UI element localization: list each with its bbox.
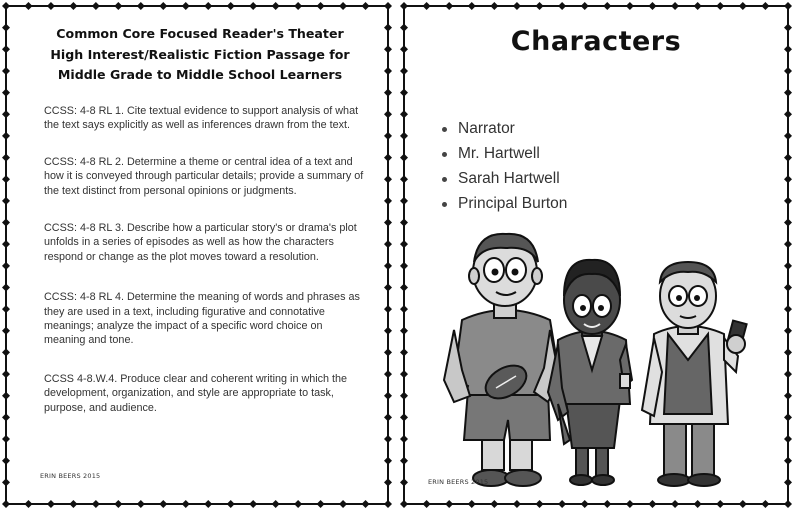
border-diamond xyxy=(159,500,167,508)
border-diamond xyxy=(384,500,392,508)
character-item: Principal Burton xyxy=(442,191,567,216)
author-credit: ERIN BEERS 2015 xyxy=(40,472,101,480)
border-diamond xyxy=(339,500,347,508)
border-diamond xyxy=(137,2,145,10)
border-diamond xyxy=(384,457,392,465)
border-diamond xyxy=(114,2,122,10)
border-diamond xyxy=(249,2,257,10)
border-diamond xyxy=(384,45,392,53)
border-diamond xyxy=(384,132,392,140)
border-diamond xyxy=(24,500,32,508)
border-diamond xyxy=(2,327,10,335)
character-item: Mr. Hartwell xyxy=(442,141,567,166)
man-with-football-figure xyxy=(444,234,560,486)
header-line: Common Core Focused Reader's Theater xyxy=(56,26,344,41)
character-item: Sarah Hartwell xyxy=(442,166,567,191)
border-diamond xyxy=(2,262,10,270)
standard-item: CCSS: 4-8 RL 1. Cite textual evidence to support analysis of what the text says explicitly as well as inferences drawn from the text. xyxy=(44,105,359,132)
border-diamond xyxy=(294,500,302,508)
border-diamond xyxy=(317,500,325,508)
border-diamond xyxy=(2,45,10,53)
border-diamond xyxy=(2,413,10,421)
border-diamond xyxy=(2,392,10,400)
border-diamond xyxy=(227,500,235,508)
border-diamond xyxy=(384,110,392,118)
border-diamond xyxy=(2,305,10,313)
border-diamond xyxy=(384,2,392,10)
border-diamond xyxy=(2,110,10,118)
border-diamond xyxy=(2,24,10,32)
border-diamond xyxy=(384,348,392,356)
border-diamond xyxy=(384,154,392,162)
border-diamond xyxy=(249,500,257,508)
border-diamond xyxy=(92,500,100,508)
border-diamond xyxy=(69,500,77,508)
border-diamond xyxy=(2,370,10,378)
standard-item: CCSS: 4-8 RL 4. Determine the meaning of words and phrases as they are used in a text, including figurative and connotative meanings; analyze the impact of a specific word choice on meaning and tone. xyxy=(44,291,360,347)
standard-item: CCSS: 4-8 RL 3. Describe how a particular story's or drama's plot unfolds in a series of episodes as well as how the characters respond or change as the plot moves toward a resolution. xyxy=(44,222,357,263)
border-diamond xyxy=(92,2,100,10)
border-diamond xyxy=(362,2,370,10)
woman-figure xyxy=(548,260,632,485)
page-title: Characters xyxy=(510,26,682,57)
right-page xyxy=(398,0,794,510)
border-diamond xyxy=(24,2,32,10)
border-diamond xyxy=(384,283,392,291)
border-diamond xyxy=(384,175,392,183)
border-diamond xyxy=(2,240,10,248)
border-diamond xyxy=(384,262,392,270)
border-diamond xyxy=(69,2,77,10)
border-diamond xyxy=(384,197,392,205)
border-diamond xyxy=(384,219,392,227)
header-line: High Interest/Realistic Fiction Passage for xyxy=(50,46,350,62)
border-diamond xyxy=(114,500,122,508)
border-diamond xyxy=(2,154,10,162)
characters-illustration xyxy=(398,0,794,510)
border-diamond xyxy=(2,348,10,356)
border-diamond xyxy=(339,2,347,10)
border-diamond xyxy=(384,435,392,443)
border-diamond xyxy=(2,67,10,75)
border-diamond xyxy=(2,175,10,183)
border-diamond xyxy=(2,132,10,140)
border-diamond xyxy=(182,500,190,508)
border-diamond xyxy=(384,24,392,32)
border-diamond xyxy=(2,197,10,205)
standard-item: CCSS: 4-8 RL 2. Determine a theme or central idea of a text and how it is conveyed through particular details; provide a summary of the text distinct from personal opinions or judgments. xyxy=(44,155,364,197)
border-diamond xyxy=(384,392,392,400)
page-header xyxy=(40,24,360,86)
standard-item: CCSS 4-8.W.4. Produce clear and coherent writing in which the development, organization, and style are appropriate to task, purpose, and audience. xyxy=(44,372,348,414)
border-diamond xyxy=(2,2,10,10)
border-diamond xyxy=(384,240,392,248)
border-diamond xyxy=(317,2,325,10)
border-diamond xyxy=(2,435,10,443)
border-diamond xyxy=(384,89,392,97)
border-diamond xyxy=(2,89,10,97)
border-diamond xyxy=(384,478,392,486)
border-diamond xyxy=(294,2,302,10)
standards-list xyxy=(44,104,364,437)
border-diamond xyxy=(2,283,10,291)
header-line: Middle Grade to Middle School Learners xyxy=(57,67,343,82)
border-diamond xyxy=(137,500,145,508)
left-page xyxy=(0,0,394,510)
border-diamond xyxy=(272,500,280,508)
border-diamond xyxy=(182,2,190,10)
border-diamond xyxy=(384,327,392,335)
border-diamond xyxy=(2,478,10,486)
border-diamond xyxy=(384,413,392,421)
border-diamond xyxy=(272,2,280,10)
border-diamond xyxy=(2,219,10,227)
border-diamond xyxy=(384,305,392,313)
border-diamond xyxy=(362,500,370,508)
border-diamond xyxy=(384,67,392,75)
border-diamond xyxy=(204,2,212,10)
border-diamond xyxy=(227,2,235,10)
border-diamond xyxy=(204,500,212,508)
border-diamond xyxy=(47,500,55,508)
border-diamond xyxy=(47,2,55,10)
border-diamond xyxy=(384,370,392,378)
border-diamond xyxy=(159,2,167,10)
border-diamond xyxy=(2,457,10,465)
character-item: Narrator xyxy=(442,116,567,141)
author-credit: ERIN BEERS 2015 xyxy=(428,478,489,486)
principal-figure xyxy=(642,262,747,486)
border-diamond xyxy=(2,500,10,508)
